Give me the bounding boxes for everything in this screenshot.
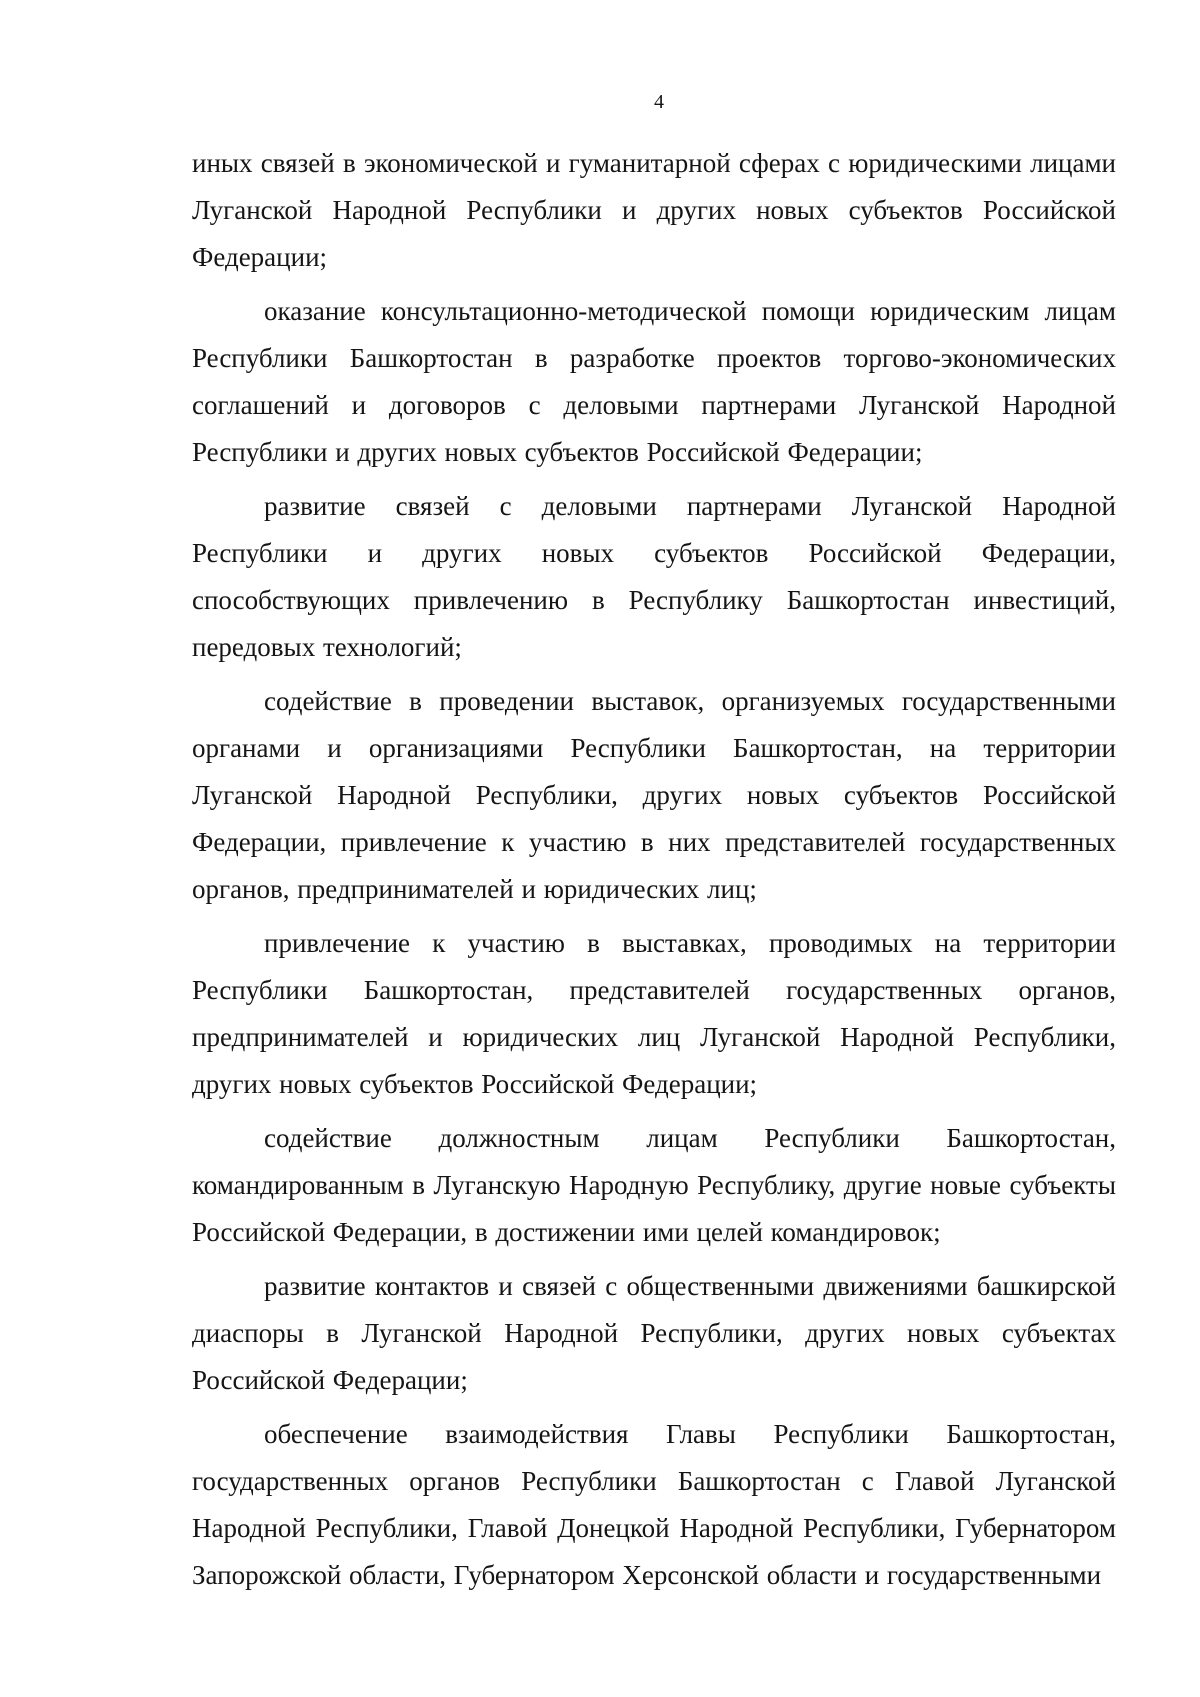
paragraph-exhibitions-participation: привлечение к участию в выставках, проводимых на территории Республики Башкортостан, представителей государственных органов, предпринимателей и юридических лиц Луганской Народной Республики, других новых субъектов Российской Федерации; [192, 928, 1116, 1099]
paragraph-business-partners: развитие связей с деловыми партнерами Луганской Народной Республики и других новых субъектов Российской Федерации, способствующих привлечению в Республику Башкортостан инвестиций, передовых технологий; [192, 491, 1116, 662]
paragraph-interaction: обеспечение взаимодействия Главы Республики Башкортостан, государственных органов Республики Башкортостан с Главой Луганской Народной Республики, Главой Донецкой Народной Республики, Губернатором Запорожской области, Губернатором Херсонской области и государственными [192, 1419, 1116, 1590]
page-number: 4 [654, 91, 664, 113]
paragraph-exhibitions-support: содействие в проведении выставок, организуемых государственными органами и организациями Республики Башкортостан, на территории Луганской Народной Республики, других новых субъектов Российской Федерации, привлечение к участию в них представителей государственных органов, предпринимателей и юридических лиц; [192, 686, 1116, 904]
paragraph-continuation: иных связей в экономической и гуманитарной сферах с юридическими лицами Луганской Народной Республики и других новых субъектов Российской Федерации; [192, 148, 1116, 272]
paragraph-diaspora-contacts: развитие контактов и связей с общественными движениями башкирской диаспоры в Луганской Народной Республики, других новых субъектах Российской Федерации; [192, 1271, 1116, 1395]
paragraph-officials-assistance: содействие должностным лицам Республики Башкортостан, командированным в Луганскую Народную Республику, другие новые субъекты Российской Федерации, в достижении ими целей командировок; [192, 1123, 1116, 1247]
document-body [192, 140, 1116, 1606]
paragraph-consulting-assistance: оказание консультационно-методической помощи юридическим лицам Республики Башкортостан в разработке проектов торгово-экономических соглашений и договоров с деловыми партнерами Луганской Народной Республики и других новых субъектов Российской Федерации; [192, 296, 1116, 467]
